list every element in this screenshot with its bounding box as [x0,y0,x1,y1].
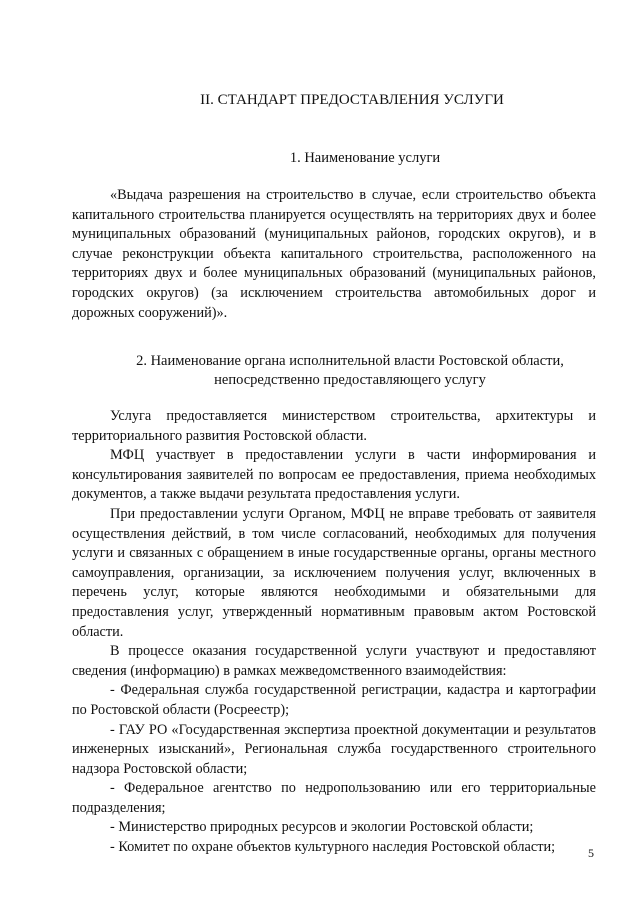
list-item: - Федеральное агентство по недропользованию или его территориальные подразделения; [72,780,596,816]
paragraph: При предоставлении услуги Органом, МФЦ не вправе требовать от заявителя осуществления действий, в том числе согласований, необходимых для получения услуги и связанных с обращением в иные государственные органы, органы местного самоуправления, организации, за исключением получения услуг, включенных в перечень услуг, которые являются необходимыми и обязательными для предоставления услуг, утвержденный нормативным правовым актом Ростовской области. [72,505,596,640]
service-name-paragraph: «Выдача разрешения на строительство в случае, если строительство объекта капитального строительства планируется осуществлять на территориях двух и более муниципальных образований (муниципальных районов, городских округов), и в случае реконструкции объекта капитального строительства, расположенного на территориях двух и более муниципальных образований (муниципальных районов, городских округов) (за исключением строительства автомобильных дорог и дорожных сооружений)». [72,187,596,321]
paragraph: В процессе оказания государственной услуги участвуют и предоставляют сведения (информацию) в рамках межведомственного взаимодействия: [72,643,596,679]
section-title: II. СТАНДАРТ ПРЕДОСТАВЛЕНИЯ УСЛУГИ [200,92,504,108]
list-item: - ГАУ РО «Государственная экспертиза проектной документации и результатов инженерных изысканий», Региональная служба государственного строительного надзора Ростовской области; [72,721,596,777]
body-text-block [72,407,596,858]
list-item: - Комитет по охране объектов культурного наследия Ростовской области; [110,839,556,856]
subsection-2-title [90,352,610,390]
list-item: - Федеральная служба государственной регистрации, кадастра и картографии по Ростовской области (Росреестр); [72,682,596,718]
page-number: 5 [588,846,594,860]
paragraph: МФЦ участвует в предоставлении услуги в части информирования и консультирования заявителей по вопросам ее предоставления, приема необходимых документов, а также выдачи результата предоставления услуги. [72,447,596,503]
paragraph: Услуга предоставляется министерством строительства, архитектуры и территориального развития Ростовской области. [72,408,596,444]
subsection-2-title-line2: непосредственно предоставляющего услугу [214,372,486,388]
subsection-1-title: 1. Наименование услуги [289,150,441,166]
list-item: - Министерство природных ресурсов и экологии Ростовской области; [110,819,534,836]
service-name-block [72,186,596,323]
subsection-2-title-line1: 2. Наименование органа исполнительной власти Ростовской области, [136,353,564,369]
